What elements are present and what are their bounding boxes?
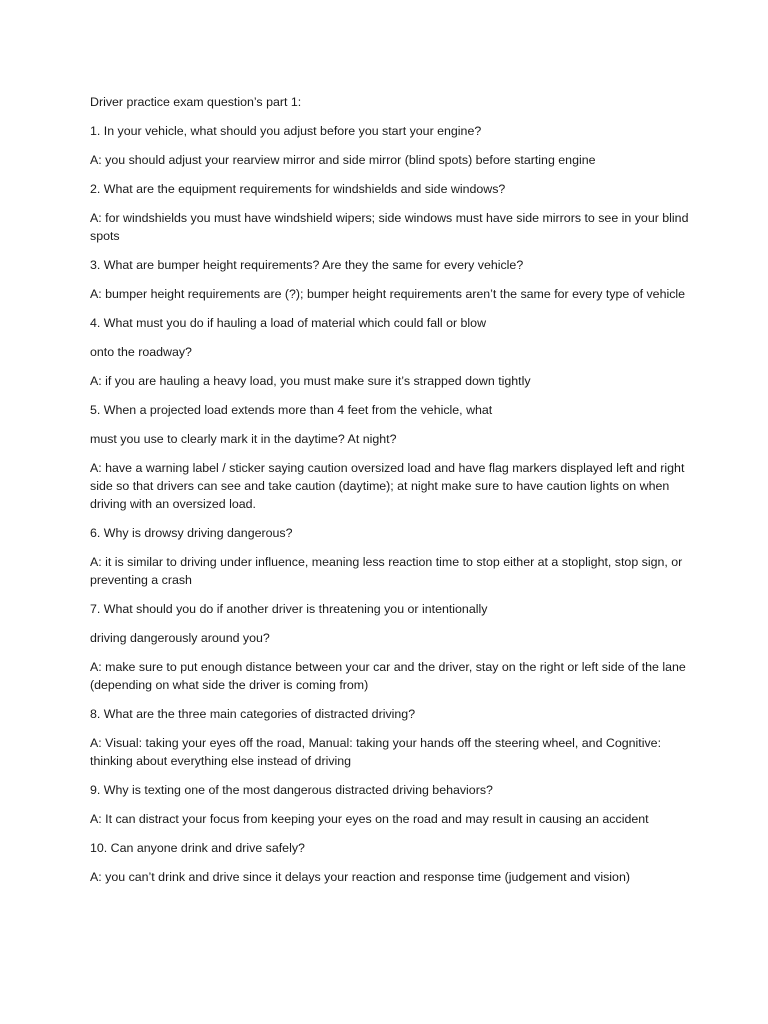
answer-8: A: Visual: taking your eyes off the road, Manual: taking your hands off the steering wheel, and Cognitive: thinking about everything else instead of driving (90, 736, 662, 768)
document-title: Driver practice exam question’s part 1: (90, 95, 302, 109)
question-10: 10. Can anyone drink and drive safely? (90, 841, 305, 855)
question-2: 2. What are the equipment requirements for windshields and side windows? (90, 182, 506, 196)
answer-5: A: have a warning label / sticker saying caution oversized load and have flag markers displayed left and right side so that drivers can see and take caution (daytime); at night make sure to have caution lights on when driving with an oversized load. (90, 461, 685, 511)
question-4-line-2: onto the roadway? (90, 345, 192, 359)
question-1: 1. In your vehicle, what should you adjust before you start your engine? (90, 124, 482, 138)
answer-4: A: if you are hauling a heavy load, you must make sure it’s strapped down tightly (90, 374, 531, 388)
answer-7: A: make sure to put enough distance between your car and the driver, stay on the right or left side of the lane (depending on what side the driver is coming from) (90, 660, 686, 692)
question-7-line-2: driving dangerously around you? (90, 631, 270, 645)
answer-2: A: for windshields you must have windshield wipers; side windows must have side mirrors to see in your blind spots (90, 211, 689, 243)
question-9: 9. Why is texting one of the most dangerous distracted driving behaviors? (90, 783, 493, 797)
question-5-line-2: must you use to clearly mark it in the daytime? At night? (90, 432, 397, 446)
document-body (90, 93, 690, 897)
question-4-line-1: 4. What must you do if hauling a load of material which could fall or blow (90, 316, 487, 330)
answer-6: A: it is similar to driving under influence, meaning less reaction time to stop either at a stoplight, stop sign, or preventing a crash (90, 555, 683, 587)
question-3: 3. What are bumper height requirements? Are they the same for every vehicle? (90, 258, 524, 272)
answer-10: A: you can’t drink and drive since it delays your reaction and response time (judgement and vision) (90, 870, 630, 884)
question-6: 6. Why is drowsy driving dangerous? (90, 526, 293, 540)
question-7-line-1: 7. What should you do if another driver is threatening you or intentionally (90, 602, 488, 616)
question-5-line-1: 5. When a projected load extends more than 4 feet from the vehicle, what (90, 403, 493, 417)
answer-1: A: you should adjust your rearview mirror and side mirror (blind spots) before starting engine (90, 153, 596, 167)
question-8: 8. What are the three main categories of distracted driving? (90, 707, 416, 721)
answer-3: A: bumper height requirements are (?); bumper height requirements aren’t the same for every type of vehicle (90, 287, 686, 301)
answer-9: A: It can distract your focus from keeping your eyes on the road and may result in causing an accident (90, 812, 649, 826)
